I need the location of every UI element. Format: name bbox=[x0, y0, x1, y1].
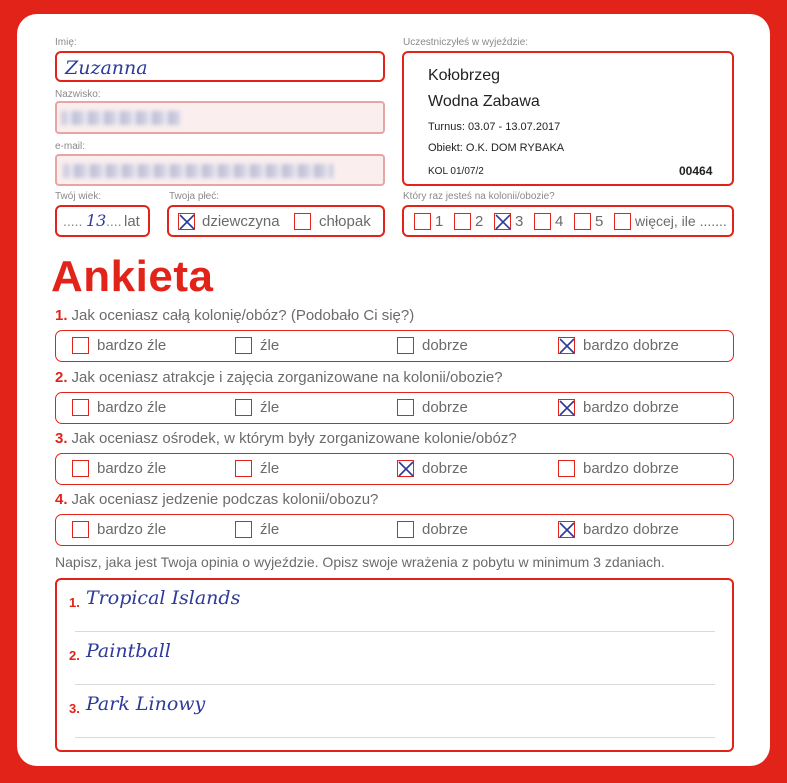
x-mark-icon bbox=[177, 212, 197, 232]
q4-checkbox-4[interactable] bbox=[558, 521, 575, 538]
q3-checkbox-1[interactable] bbox=[72, 460, 89, 477]
times-label: Który raz jesteś na kolonii/obozie? bbox=[403, 191, 555, 202]
q1-checkbox-3[interactable] bbox=[397, 337, 414, 354]
email-redacted bbox=[63, 164, 333, 178]
times-checkbox-4[interactable] bbox=[534, 213, 551, 230]
question-1 bbox=[55, 307, 414, 324]
x-mark-icon bbox=[396, 459, 416, 479]
camp-obiekt: Obiekt: O.K. DOM RYBAKA bbox=[428, 142, 565, 154]
camp-city: Kołobrzeg bbox=[428, 67, 501, 84]
times-checkbox-1[interactable] bbox=[414, 213, 431, 230]
nazwisko-label: Nazwisko: bbox=[55, 89, 101, 100]
question-text: Jak oceniasz atrakcje i zajęcia zorganizowane na kolonii/obozie? bbox=[71, 369, 503, 386]
email-label: e-mail: bbox=[55, 141, 86, 152]
wiek-unit: lat bbox=[124, 213, 140, 230]
q3-option-label: bardzo dobrze bbox=[583, 460, 679, 477]
opinion-line bbox=[75, 684, 715, 685]
plec-option-dziewczyna: dziewczyna bbox=[202, 213, 280, 230]
times-checkbox-more[interactable] bbox=[614, 213, 631, 230]
imie-field[interactable] bbox=[55, 51, 385, 82]
q3-checkbox-4[interactable] bbox=[558, 460, 575, 477]
q3-option-label: bardzo źle bbox=[97, 460, 167, 477]
q1-option-label: bardzo źle bbox=[97, 337, 167, 354]
q1-option-label: bardzo dobrze bbox=[583, 337, 679, 354]
question-number: 3. bbox=[55, 430, 68, 447]
q4-checkbox-3[interactable] bbox=[397, 521, 414, 538]
q3-checkbox-3[interactable] bbox=[397, 460, 414, 477]
times-checkbox-3[interactable] bbox=[494, 213, 511, 230]
question-text: Jak oceniasz całą kolonię/obóz? (Podobało Ci się?) bbox=[71, 307, 415, 324]
q1-checkbox-1[interactable] bbox=[72, 337, 89, 354]
q2-checkbox-3[interactable] bbox=[397, 399, 414, 416]
opinion-num-1: 1. bbox=[69, 595, 80, 610]
question-3 bbox=[55, 430, 517, 447]
q3-option-label: źle bbox=[260, 460, 280, 477]
times-option-2: 2 bbox=[475, 213, 484, 230]
question-text: Jak oceniasz jedzenie podczas kolonii/obozu? bbox=[71, 491, 379, 508]
times-field bbox=[402, 205, 734, 237]
plec-checkbox-chlopak[interactable] bbox=[294, 213, 311, 230]
question-text: Jak oceniasz ośrodek, w którym były zorganizowane kolonie/obóz? bbox=[71, 430, 517, 447]
camp-number: 00464 bbox=[679, 164, 713, 178]
q4-option-label: bardzo źle bbox=[97, 521, 167, 538]
q4-option-label: bardzo dobrze bbox=[583, 521, 679, 538]
wiek-dots-2: .... bbox=[106, 213, 122, 229]
opinion-line bbox=[75, 631, 715, 632]
q4-checkbox-2[interactable] bbox=[235, 521, 252, 538]
q2-option-label: bardzo źle bbox=[97, 399, 167, 416]
q1-checkbox-4[interactable] bbox=[558, 337, 575, 354]
times-option-3: 3 bbox=[515, 213, 524, 230]
survey-title: Ankieta bbox=[51, 252, 214, 301]
opinion-text-3: Park Linowy bbox=[86, 693, 206, 715]
plec-field bbox=[167, 205, 385, 237]
q3-checkbox-2[interactable] bbox=[235, 460, 252, 477]
opinion-text-2: Paintball bbox=[86, 640, 171, 662]
q4-checkbox-1[interactable] bbox=[72, 521, 89, 538]
x-mark-icon bbox=[557, 398, 577, 418]
opinion-prompt: Napisz, jaka jest Twoja opinia o wyjeździe. Opisz swoje wrażenia z pobytu w minimum 3 zdaniach. bbox=[55, 554, 665, 570]
camp-code: KOL 01/07/2 bbox=[428, 166, 484, 177]
q2-option-label: źle bbox=[260, 399, 280, 416]
question-number: 4. bbox=[55, 491, 68, 508]
x-mark-icon bbox=[557, 520, 577, 540]
camp-turnus: Turnus: 03.07 - 13.07.2017 bbox=[428, 121, 561, 133]
question-number: 2. bbox=[55, 369, 68, 386]
opinion-text-1: Tropical Islands bbox=[86, 587, 241, 609]
survey-card bbox=[17, 14, 770, 766]
q1-option-label: źle bbox=[260, 337, 280, 354]
q2-option-label: dobrze bbox=[422, 399, 468, 416]
camp-label: Uczestniczyłeś w wyjeździe: bbox=[403, 37, 529, 48]
times-option-5: 5 bbox=[595, 213, 604, 230]
x-mark-icon bbox=[557, 336, 577, 356]
wiek-value: 13 bbox=[86, 211, 107, 230]
times-option-more: więcej, ile ....... bbox=[635, 213, 727, 229]
x-mark-icon bbox=[493, 212, 513, 232]
plec-option-chlopak: chłopak bbox=[319, 213, 371, 230]
wiek-field[interactable] bbox=[55, 205, 150, 237]
question-2 bbox=[55, 369, 503, 386]
q2-checkbox-1[interactable] bbox=[72, 399, 89, 416]
plec-checkbox-dziewczyna[interactable] bbox=[178, 213, 195, 230]
nazwisko-field[interactable] bbox=[55, 101, 385, 134]
camp-name: Wodna Zabawa bbox=[428, 93, 540, 110]
plec-label: Twoja płeć: bbox=[169, 191, 220, 202]
email-field[interactable] bbox=[55, 154, 385, 186]
opinion-num-2: 2. bbox=[69, 648, 80, 663]
q3-option-label: dobrze bbox=[422, 460, 468, 477]
nazwisko-redacted bbox=[61, 111, 181, 125]
wiek-dots: ..... bbox=[63, 213, 83, 229]
question-4 bbox=[55, 491, 378, 508]
times-option-1: 1 bbox=[435, 213, 444, 230]
q1-option-label: dobrze bbox=[422, 337, 468, 354]
times-checkbox-5[interactable] bbox=[574, 213, 591, 230]
opinion-num-3: 3. bbox=[69, 701, 80, 716]
q2-checkbox-2[interactable] bbox=[235, 399, 252, 416]
camp-box bbox=[402, 51, 734, 186]
imie-value: Zuzanna bbox=[65, 57, 148, 79]
q2-checkbox-4[interactable] bbox=[558, 399, 575, 416]
q1-checkbox-2[interactable] bbox=[235, 337, 252, 354]
q4-option-label: źle bbox=[260, 521, 280, 538]
opinion-line bbox=[75, 737, 715, 738]
times-option-4: 4 bbox=[555, 213, 564, 230]
wiek-label: Twój wiek: bbox=[55, 191, 102, 202]
question-number: 1. bbox=[55, 307, 68, 324]
imie-label: Imię: bbox=[55, 37, 77, 48]
q2-option-label: bardzo dobrze bbox=[583, 399, 679, 416]
times-checkbox-2[interactable] bbox=[454, 213, 471, 230]
q4-option-label: dobrze bbox=[422, 521, 468, 538]
